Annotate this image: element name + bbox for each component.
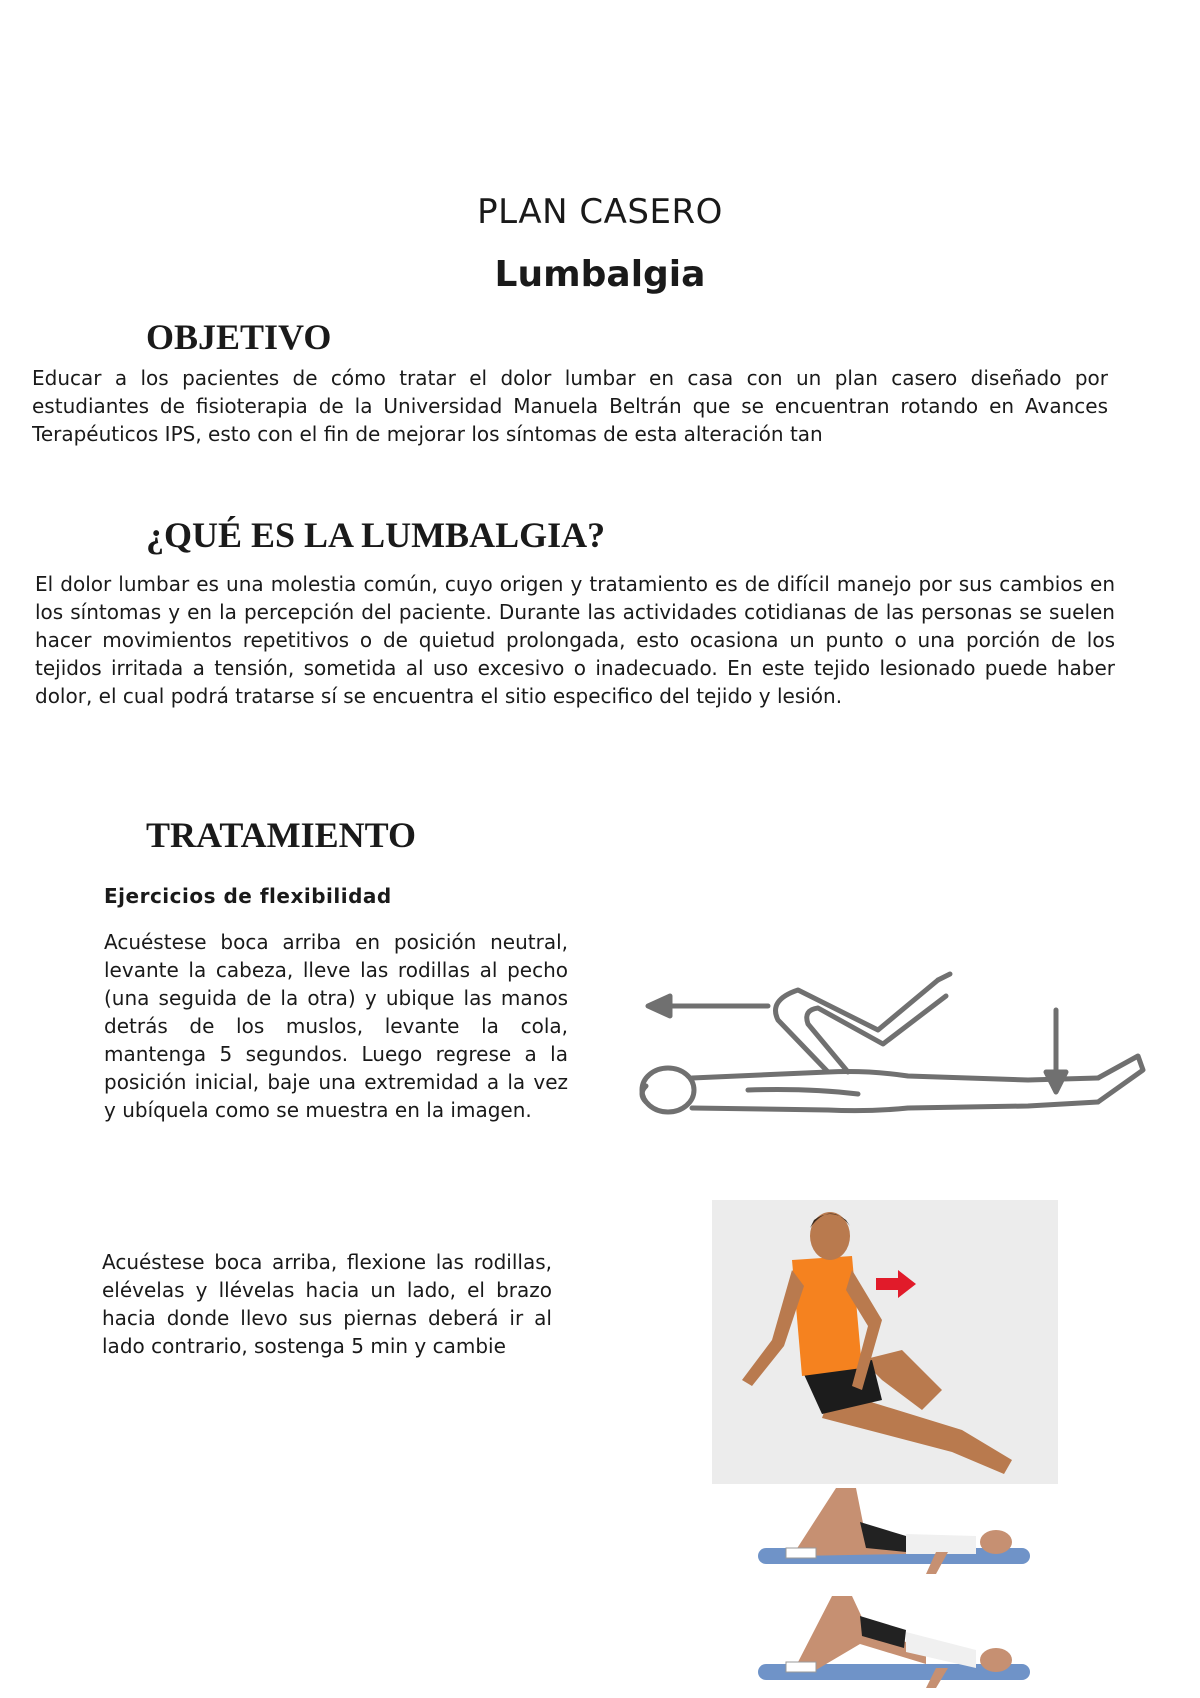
seated-twist-stretch-photo: [712, 1200, 1058, 1484]
que-es-heading: ¿QUÉ ES LA LUMBALGIA?: [146, 515, 606, 555]
knee-to-chest-sketch: [628, 960, 1158, 1130]
seated-twist-stretch-svg: [712, 1200, 1058, 1484]
que-es-text: El dolor lumbar es una molestia común, cuyo origen y tratamiento es de difícil manejo por sus cambios en los síntomas y en la percepción del paciente. Durante las actividades cotidianas de las personas se suelen hacer movimientos repetitivos o de quietud prolongada, esto ocasiona un punto o una porción de los tejidos irritada a tensión, sometida al uso excesivo o inadecuado. En este tejido lesionado puede haber dolor, el cual podrá tratarse sí se encuentra el sitio especifico del tejido y lesión.: [35, 572, 1115, 708]
bridge-raised-svg: [756, 1590, 1034, 1690]
bridge-start-svg: [756, 1478, 1034, 1578]
flexibility-subheading: Ejercicios de flexibilidad: [104, 884, 392, 908]
document-title: Lumbalgia: [494, 254, 706, 295]
bridge-start-photo: [756, 1478, 1034, 1578]
objetivo-text-clip: [32, 364, 1108, 456]
bridge-raised-photo: [756, 1590, 1034, 1690]
exercise-1-text: Acuéstese boca arriba en posición neutral, levante la cabeza, lleve las rodillas al pecho (una seguida de la otra) y ubique las manos detrás de los muslos, levante la cola, mantenga 5 segundos. Luego regrese a la posición inicial, baje una extremidad a la vez y ubíquela como se muestra en la imagen.: [104, 930, 568, 1122]
objetivo-heading: OBJETIVO: [146, 317, 332, 357]
knee-to-chest-sketch-svg: [628, 960, 1158, 1130]
plan-title: PLAN CASERO: [477, 192, 723, 232]
tratamiento-heading: TRATAMIENTO: [146, 815, 417, 855]
objetivo-text: Educar a los pacientes de cómo tratar el dolor lumbar en casa con un plan casero diseñado por estudiantes de fisioterapia de la Universidad Manuela Beltrán que se encuentran rotando en Avances Terapéuticos IPS, esto con el fin de mejorar los síntomas de esta alteración tan: [32, 366, 1108, 446]
exercise-2-text: Acuéstese boca arriba, flexione las rodillas, elévelas y llévelas hacia un lado, el brazo hacia donde llevo sus piernas deberá ir al lado contrario, sostenga 5 min y cambie: [102, 1250, 552, 1358]
